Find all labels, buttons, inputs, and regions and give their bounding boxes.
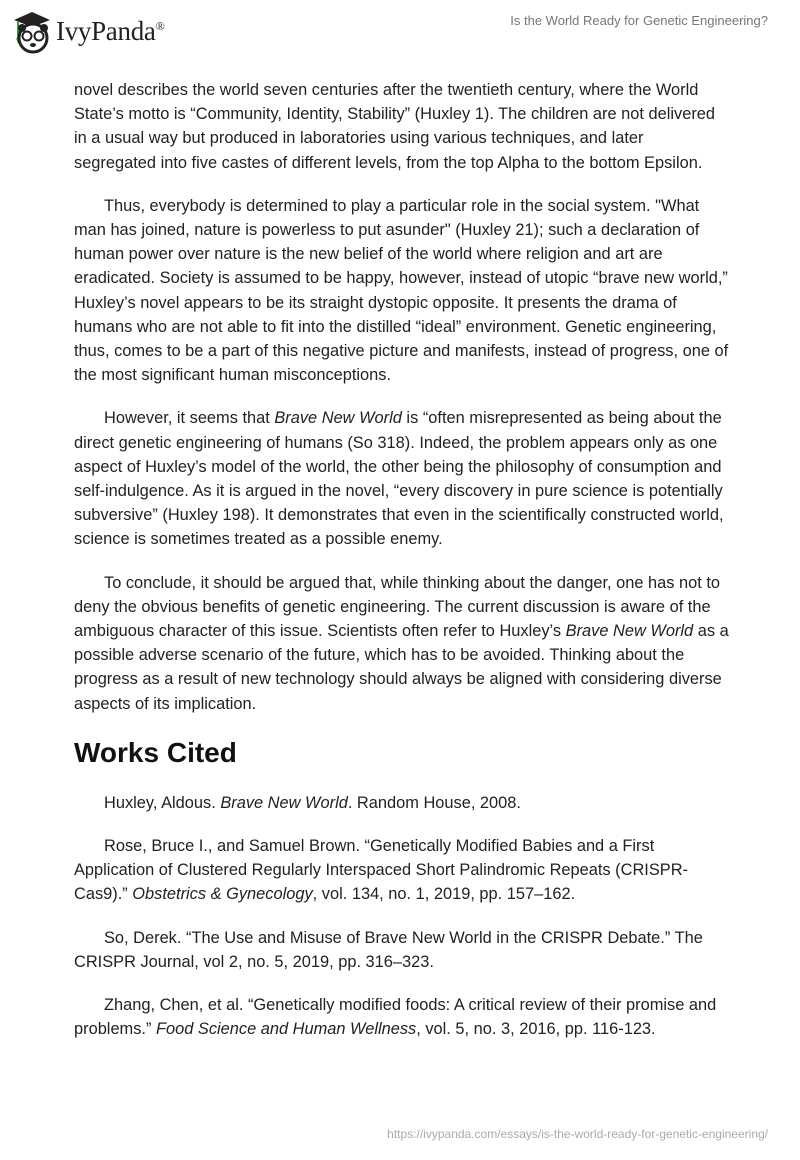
text-segment: is “often misrepresented as being about the direct genetic engineering of humans (So 318). Indeed, the problem appears only as one aspect of Huxley’s model of the world, the other being the philosophy of consumption and self-indulgence. As it is argued in the novel, “every discovery in pure science is potentially subversive” (Huxley 198). It demonstrates that even in the scientifically constructed world, science is sometimes treated as a possible enemy. [74,409,724,549]
text-segment: Zhang, Chen, et al. “Genetically modified foods: A critical review of their promise and problems.” [74,996,717,1039]
source-url: https://ivypanda.com/essays/is-the-world-ready-for-genetic-engineering/ [387,1127,768,1141]
paragraph [74,406,730,551]
italic-title: Brave New World [565,622,694,641]
panda-graduate-icon [12,8,52,54]
text-segment: novel describes the world seven centuries after the twentieth century, where the World State’s motto is “Community, Identity, Stability” (Huxley 1). The children are not delivered in a usual way but produced in laboratories using various techniques, and later segregated into five castes of different levels, from the top Alpha to the bottom Epsilon. [74,81,716,172]
works-cited-heading: Works Cited [74,736,237,768]
paragraph [74,78,730,175]
text-segment: , vol. 5, no. 3, 2016, pp. 116-123. [416,1020,656,1039]
text-segment: However, it seems that [104,409,275,428]
text-segment: , vol. 134, no. 1, 2019, pp. 157–162. [312,885,576,904]
italic-title: Obstetrics & Gynecology [132,885,313,904]
brand-name: IvyPanda® [56,15,165,46]
text-segment: Thus, everybody is determined to play a particular role in the social system. "What man has joined, nature is powerless to put asunder" (Huxley 21); such a declaration of human power over nature is the new belief of the world where religion and art are eradicated. Society is assumed to be happy, however, instead of utopic “brave new world,” Huxley’s novel appears to be its straight dystopic opposite. It presents the drama of humans who are not able to fit into the distilled “ideal” environment. Genetic engineering, thus, comes to be a part of this negative picture and manifests, instead of progress, one of the most significant human misconceptions. [74,196,729,385]
citation [74,834,730,907]
text-segment: So, Derek. “The Use and Misuse of Brave New World in the CRISPR Debate.” The CRISPR Journal, vol 2, no. 5, 2019, pp. 316–323. [74,928,703,971]
italic-title: Food Science and Human Wellness [155,1020,417,1039]
italic-title: Brave New World [274,409,402,428]
page-header [0,0,800,60]
italic-title: Brave New World [220,793,348,812]
document-title: Is the World Ready for Genetic Engineering? [510,13,768,28]
text-segment: Huxley, Aldous. [104,793,221,812]
citation [74,993,730,1041]
ivypanda-logo[interactable] [12,8,164,54]
paragraph [74,194,730,388]
paragraph [74,571,730,716]
text-segment: . Random House, 2008. [347,793,521,812]
essay-body [74,78,730,1061]
citation [74,926,730,974]
text-segment: as a possible adverse scenario of the future, which has to be avoided. Thinking about the progress as a result of new technology should always be aligned with considering diverse aspects of its implication. [74,622,729,713]
text-segment: To conclude, it should be argued that, while thinking about the danger, one has not to deny the obvious benefits of genetic engineering. The current discussion is aware of the ambiguous character of this issue. Scientists often refer to Huxley’s [74,573,720,641]
text-segment: Rose, Bruce I., and Samuel Brown. “Genetically Modified Babies and a First Application of Clustered Regularly Interspaced Short Palindromic Repeats (CRISPR-Cas9).” [74,837,689,904]
citation [74,791,730,815]
